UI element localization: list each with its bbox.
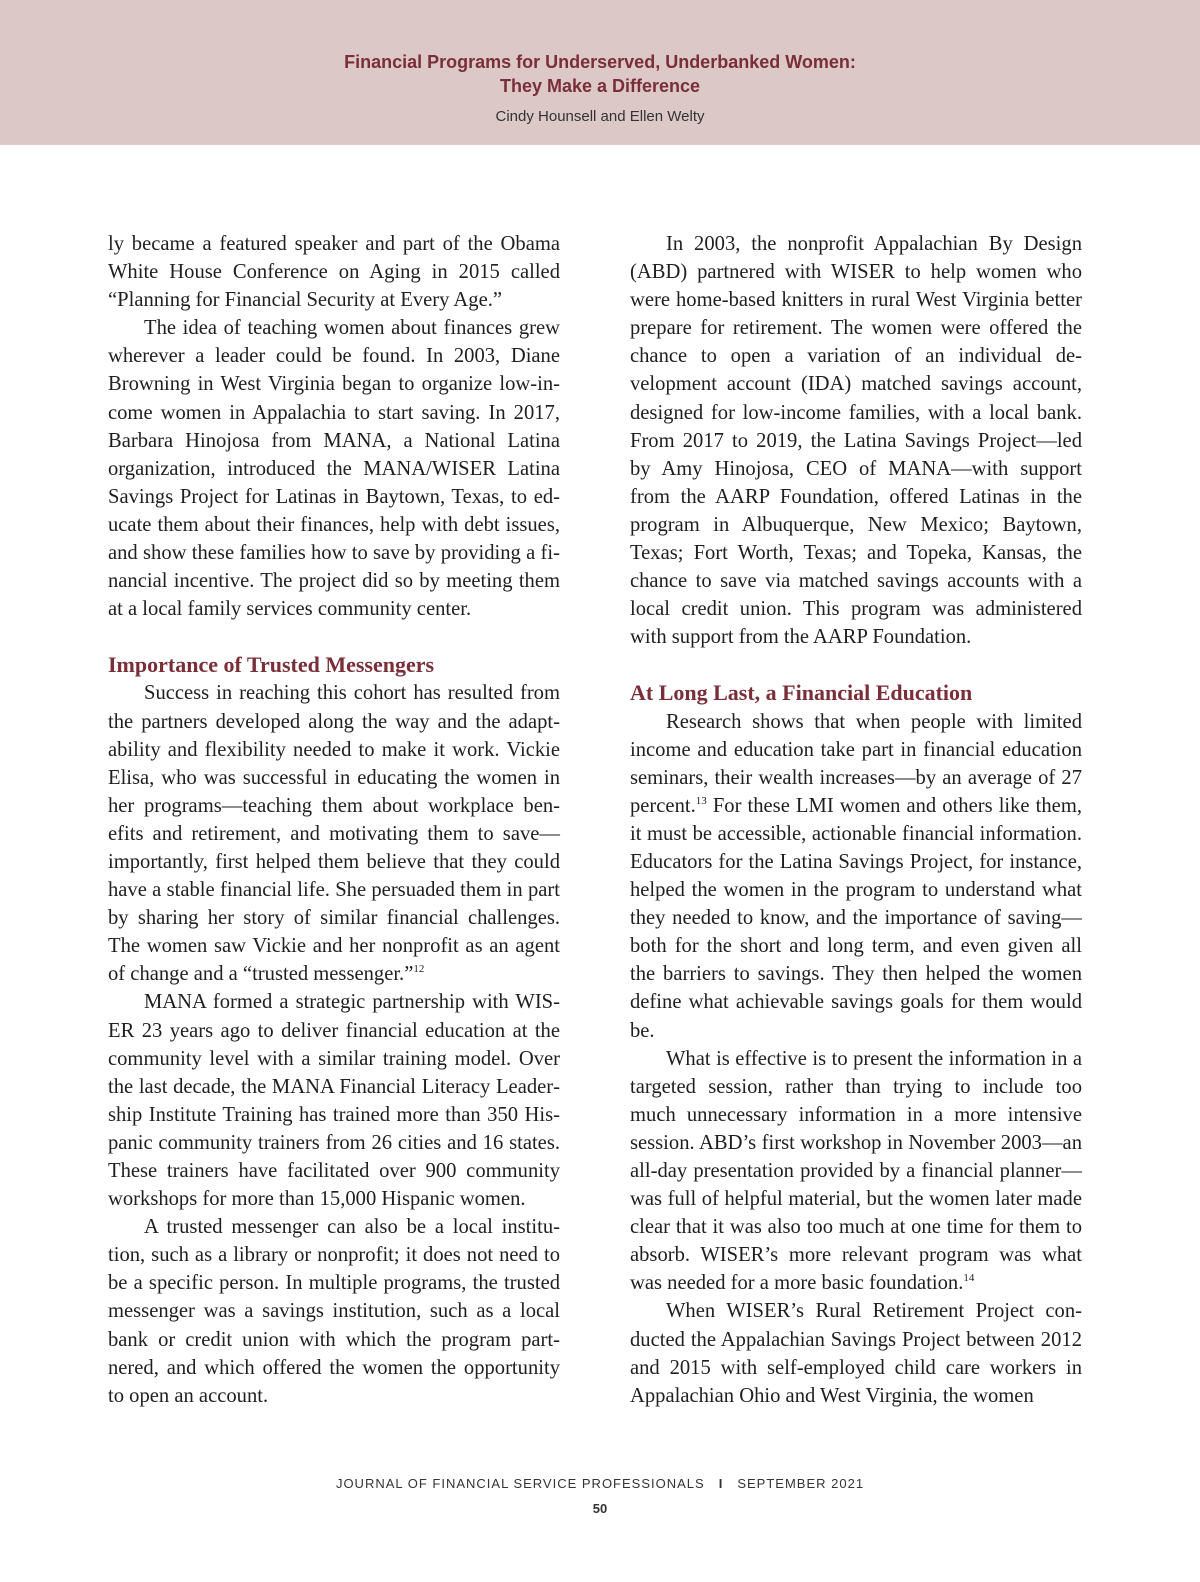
page-header bbox=[0, 0, 1200, 145]
paragraph: MANA formed a strategic partnership with WISER 23 years ago to deliver financial education at the community level with a similar training model. Over the last decade, the MANA Financial Literacy Leadership Institute Training has trained more than 350 Hispanic community trainers from 26 cities and 16 states. These trainers have facilitated over 900 community workshops for more than 15,000 Hispanic women. bbox=[108, 991, 560, 1211]
paragraph: ly became a featured speaker and part of the Obama White House Conference on Aging in 2015 called “Planning for Financial Security at Every Age.” bbox=[108, 233, 560, 312]
article-title-line-2: They Make a Difference bbox=[499, 76, 701, 96]
paragraph: A trusted messenger can also be a local institution, such as a library or nonprofit; it does not need to be a specific person. In multiple programs, the trusted messenger was a savings institution, such as a local bank or credit union with which the program partnered, and which offered the women the opportunity to open an account. bbox=[108, 1216, 560, 1407]
issue-date: SEPTEMBER 2021 bbox=[737, 1476, 865, 1491]
paragraph-text: Research shows that when people with limited income and education take part in financial education seminars, their wealth increases—by an average of 27 percent. bbox=[630, 710, 1082, 817]
footnote-reference: 12 bbox=[413, 963, 425, 976]
paragraph-text: What is effective is to present the information in a targeted session, rather than trying to include too much unnecessary information in a more intensive session. ABD’s first workshop in November 2003—an all-day presentation provided by a financial planner—was full of helpful material, but the women later made clear that it was also too much at one time for them to absorb. WISER’s more relevant program was what was needed for a more basic foundation. bbox=[630, 1047, 1082, 1295]
left-column bbox=[108, 230, 560, 1410]
paragraph bbox=[108, 679, 560, 988]
page-footer bbox=[0, 1476, 1200, 1491]
footer-separator: I bbox=[718, 1476, 724, 1491]
article-title-line-1: Financial Programs for Underserved, Underbanked Women: bbox=[344, 52, 856, 72]
article-authors: Cindy Hounsell and Ellen Welty bbox=[495, 108, 705, 125]
paragraph-text: Success in reaching this cohort has resulted from the partners developed along the way and the adaptability and flexibility needed to make it work. Vickie Elisa, who was successful in educating the women in her programs—teaching them about workplace benefits and retirement, and motivating them to save—importantly, first helped them believe that they could have a stable financial life. She persuaded them in part by sharing her story of similar financial challenges. The women saw Vickie and her nonprofit as an agent of change and a “trusted messenger.” bbox=[108, 682, 560, 986]
section-heading: Importance of Trusted Messengers bbox=[108, 652, 435, 678]
footnote-reference: 13 bbox=[695, 794, 707, 807]
footnote-reference: 14 bbox=[963, 1272, 975, 1285]
paragraph: In 2003, the nonprofit Appalachian By Design (ABD) partnered with WISER to help women who were home-based knitters in rural West Virginia better prepare for retirement. The women were offered the chance to open a variation of an individual development account (IDA) matched savings account, designed for low-income families, with a local bank. From 2017 to 2019, the Latina Savings Project—led by Amy Hinojosa, CEO of MANA—with support from the AARP Foundation, offered Latinas in the program in Albuquerque, New Mexico; Baytown, Texas; Fort Worth, Texas; and Topeka, Kansas, the chance to save via matched savings accounts with a local credit union. This program was administered with support from the AARP Foundation. bbox=[630, 233, 1082, 649]
paragraph: The idea of teaching women about finances grew wherever a leader could be found. In 2003, Diane Browning in West Virginia began to organize low-income women in Appalachia to start saving. In 2017, Barbara Hinojosa from MANA, a National Latina organization, introduced the MANA/WISER Latina Savings Project for Latinas in Baytown, Texas, to educate them about their finances, help with debt issues, and show these families how to save by providing a financial incentive. The project did so by meeting them at a local family services community center. bbox=[108, 317, 560, 621]
page-number: 50 bbox=[592, 1501, 608, 1516]
paragraph bbox=[630, 708, 1082, 1045]
journal-name: JOURNAL OF FINANCIAL SERVICE PROFESSIONALS bbox=[335, 1476, 705, 1491]
paragraph: When WISER’s Rural Retirement Project conducted the Appalachian Savings Project between 2012 and 2015 with self-employed child care workers in Appalachian Ohio and West Virginia, the women bbox=[630, 1300, 1082, 1407]
section-heading: At Long Last, a Financial Education bbox=[630, 680, 973, 706]
paragraph-text: For these LMI women and others like them, it must be accessible, actionable financial information. Educators for the Latina Savings Project, for instance, helped the women in the program to understand what they needed to know, and the importance of saving—both for the short and long term, and even given all the barriers to savings. They then helped the women define what achievable savings goals for them would be. bbox=[630, 794, 1082, 1042]
paragraph bbox=[630, 1045, 1082, 1298]
right-column bbox=[630, 230, 1082, 1410]
